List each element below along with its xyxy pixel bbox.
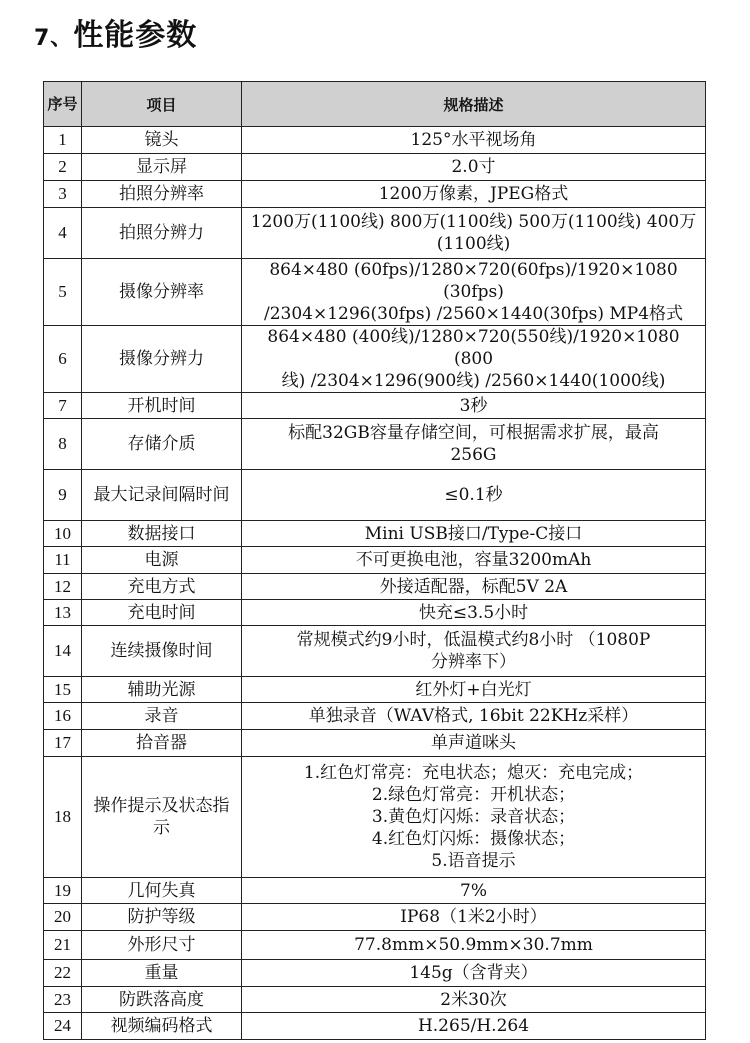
table-row xyxy=(44,154,706,181)
table-body xyxy=(44,127,706,1040)
table-row xyxy=(44,757,706,878)
row-spec: 77.8mm×50.9mm×30.7mm xyxy=(242,931,706,960)
table-row xyxy=(44,547,706,574)
row-item: 操作提示及状态指示 xyxy=(82,757,242,878)
row-spec: 145g（含背夹） xyxy=(242,960,706,987)
row-spec: 3秒 xyxy=(242,393,706,419)
table-row xyxy=(44,419,706,470)
row-number: 23 xyxy=(44,987,82,1013)
row-item: 摄像分辨力 xyxy=(82,326,242,393)
row-spec: 864×480 (400线)/1280×720(550线)/1920×1080 (800 线) /2304×1296(900线) /2560×1440(1000线) xyxy=(242,326,706,393)
table-row xyxy=(44,1013,706,1040)
row-item: 拾音器 xyxy=(82,730,242,757)
header-spec: 规格描述 xyxy=(242,82,706,127)
row-number: 24 xyxy=(44,1013,82,1040)
table-header-row xyxy=(44,82,706,127)
row-item: 最大记录间隔时间 xyxy=(82,470,242,521)
row-number: 17 xyxy=(44,730,82,757)
row-item: 显示屏 xyxy=(82,154,242,181)
row-spec: 快充≤3.5小时 xyxy=(242,600,706,626)
section-title: 性能参数 xyxy=(73,18,198,53)
row-number: 5 xyxy=(44,259,82,326)
row-item: 几何失真 xyxy=(82,878,242,904)
table-row xyxy=(44,703,706,730)
row-spec: IP68（1米2小时） xyxy=(242,904,706,931)
table-row xyxy=(44,181,706,208)
row-number: 11 xyxy=(44,547,82,574)
section-heading xyxy=(34,10,197,54)
row-spec: 红外灯+白光灯 xyxy=(242,677,706,703)
table-row xyxy=(44,677,706,703)
row-item: 防护等级 xyxy=(82,904,242,931)
row-item: 充电方式 xyxy=(82,574,242,600)
header-no: 序号 xyxy=(44,82,82,127)
row-spec: 单独录音（WAV格式, 16bit 22KHz采样） xyxy=(242,703,706,730)
table-row xyxy=(44,878,706,904)
row-item: 拍照分辨率 xyxy=(82,181,242,208)
row-number: 9 xyxy=(44,470,82,521)
spec-table xyxy=(43,81,706,1040)
row-item: 镜头 xyxy=(82,127,242,154)
row-number: 7 xyxy=(44,393,82,419)
row-spec: 2米30次 xyxy=(242,987,706,1013)
row-number: 3 xyxy=(44,181,82,208)
row-number: 2 xyxy=(44,154,82,181)
row-item: 录音 xyxy=(82,703,242,730)
row-spec: 1.红色灯常亮：充电状态；熄灭：充电完成； 2.绿色灯常亮：开机状态； 3.黄色灯闪烁：录音状态； 4.红色灯闪烁：摄像状态； 5.语音提示 xyxy=(242,757,706,878)
row-spec: 125°水平视场角 xyxy=(242,127,706,154)
row-spec: 常规模式约9小时，低温模式约8小时 （1080P 分辨率下） xyxy=(242,626,706,677)
table-row xyxy=(44,521,706,547)
row-item: 防跌落高度 xyxy=(82,987,242,1013)
table-row xyxy=(44,127,706,154)
row-item: 电源 xyxy=(82,547,242,574)
table-row xyxy=(44,904,706,931)
row-spec: 7% xyxy=(242,878,706,904)
table-row xyxy=(44,600,706,626)
row-number: 15 xyxy=(44,677,82,703)
row-number: 13 xyxy=(44,600,82,626)
section-number: 7、 xyxy=(34,26,74,51)
row-item: 充电时间 xyxy=(82,600,242,626)
table-row xyxy=(44,626,706,677)
row-number: 6 xyxy=(44,326,82,393)
row-spec: 不可更换电池，容量3200mAh xyxy=(242,547,706,574)
row-number: 10 xyxy=(44,521,82,547)
table-row xyxy=(44,208,706,259)
row-item: 拍照分辨力 xyxy=(82,208,242,259)
row-number: 19 xyxy=(44,878,82,904)
table-row xyxy=(44,259,706,326)
row-spec: H.265/H.264 xyxy=(242,1013,706,1040)
table-row xyxy=(44,326,706,393)
row-spec: 1200万像素，JPEG格式 xyxy=(242,181,706,208)
row-item: 开机时间 xyxy=(82,393,242,419)
row-spec: 标配32GB容量存储空间，可根据需求扩展，最高 256G xyxy=(242,419,706,470)
row-number: 4 xyxy=(44,208,82,259)
row-item: 数据接口 xyxy=(82,521,242,547)
row-spec: 外接适配器，标配5V 2A xyxy=(242,574,706,600)
row-spec: ≤0.1秒 xyxy=(242,470,706,521)
row-item: 视频编码格式 xyxy=(82,1013,242,1040)
row-item: 摄像分辨率 xyxy=(82,259,242,326)
row-number: 16 xyxy=(44,703,82,730)
row-number: 20 xyxy=(44,904,82,931)
row-number: 12 xyxy=(44,574,82,600)
row-number: 21 xyxy=(44,931,82,960)
table-row xyxy=(44,470,706,521)
header-item: 项目 xyxy=(82,82,242,127)
row-spec: 2.0寸 xyxy=(242,154,706,181)
row-number: 14 xyxy=(44,626,82,677)
row-item: 辅助光源 xyxy=(82,677,242,703)
row-number: 1 xyxy=(44,127,82,154)
row-number: 18 xyxy=(44,757,82,878)
row-item: 连续摄像时间 xyxy=(82,626,242,677)
row-item: 重量 xyxy=(82,960,242,987)
row-number: 22 xyxy=(44,960,82,987)
row-spec: 单声道咪头 xyxy=(242,730,706,757)
table-row xyxy=(44,393,706,419)
row-number: 8 xyxy=(44,419,82,470)
table-row xyxy=(44,960,706,987)
row-spec: 864×480 (60fps)/1280×720(60fps)/1920×1080 (30fps) /2304×1296(30fps) /2560×1440(30fps) MP4格式 xyxy=(242,259,706,326)
table-row xyxy=(44,987,706,1013)
table-row xyxy=(44,931,706,960)
row-spec: 1200万(1100线) 800万(1100线) 500万(1100线) 400万 (1100线) xyxy=(242,208,706,259)
row-item: 外形尺寸 xyxy=(82,931,242,960)
table-row xyxy=(44,574,706,600)
row-item: 存储介质 xyxy=(82,419,242,470)
row-spec: Mini USB接口/Type-C接口 xyxy=(242,521,706,547)
table-row xyxy=(44,730,706,757)
